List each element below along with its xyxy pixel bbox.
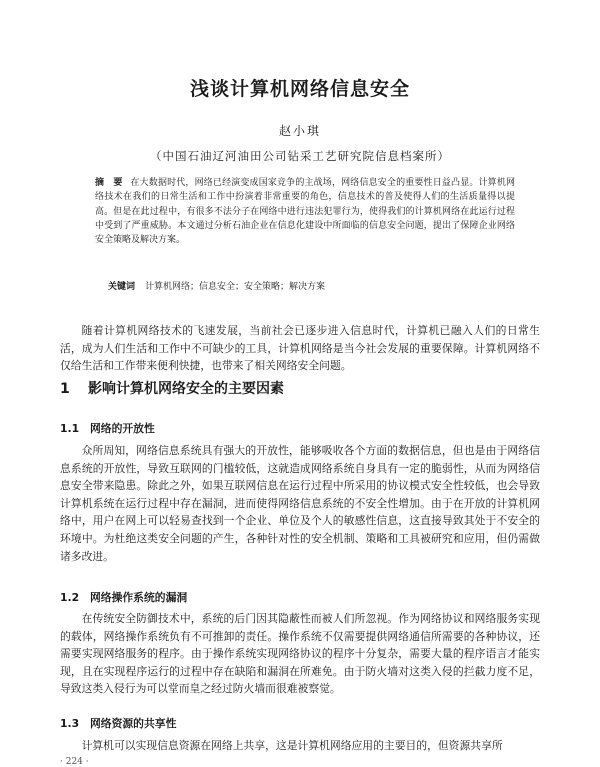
subsection-number: 1.1 <box>60 422 80 435</box>
subsection-paragraph: 在传统安全防御技术中，系统的后门因其隐蔽性而被人们所忽视。作为网络协议和网络服务实现的载体，网络操作系统负有不可推卸的责任。操作系统不仅需要提供网络通信所需要的各种协议，还需要实现网络服务的程序。由于操作系统实现网络协议的程序十分复杂，需要大量的程序语言才能实现，且在实现程序运行的过程中存在缺陷和漏洞在所难免。由于防火墙对这类入侵的拦截力度不足，导致这类入侵行为可以堂而皇之经过防火墙而很难被察觉。 <box>60 612 540 696</box>
author-name: 赵小琪 <box>278 124 321 138</box>
subsection-heading <box>60 590 187 605</box>
abstract-label: 摘 要 <box>95 178 123 188</box>
subsection-title: 网络资源的共享性 <box>90 717 177 730</box>
subsection-title: 网络操作系统的漏洞 <box>90 591 188 604</box>
keywords-text: 计算机网络；信息安全；安全策略；解决方案 <box>145 282 326 292</box>
abstract-text: 在大数据时代，网络已经演变成国家竞争的主战场，网络信息安全的重要性日益凸显。计算机网络技术在我们的日常生活和工作中扮演着非常重要的角色，信息技术的普及使得人们的生活质量得以提高。但是在此过程中，有很多不法分子在网络中进行违法犯罪行为，使得我们的计算机网络在此运行过程中受到了严重威胁。本文通过分析石油企业在信息化建设中所面临的信息安全问题，提出了保障企业网络安全策略及解决方案。 <box>95 178 515 246</box>
section-title: 影响计算机网络安全的主要因素 <box>88 381 284 397</box>
subsection-heading <box>60 421 155 436</box>
paper-title: 浅谈计算机网络信息安全 <box>189 78 410 100</box>
subsection-paragraph: 计算机可以实现信息资源在网络上共享，这是计算机网络应用的主要目的，但资源共享所 <box>81 739 503 752</box>
subsection-title: 网络的开放性 <box>90 422 155 435</box>
subsection-heading <box>60 716 176 731</box>
section-heading <box>60 378 284 398</box>
subsection-number: 1.2 <box>60 591 80 604</box>
abstract <box>95 176 515 247</box>
subsection-paragraph: 众所周知，网络信息系统具有强大的开放性，能够吸收各个方面的数据信息，但也是由于网络信息系统的开放性，导致互联网的门槛较低，这就造成网络系统自身具有一定的脆弱性，从而为网络信息安全带来隐患。除此之外，如果互联网信息在运行过程中所采用的协议模式安全性较低，也会导致计算机系统在运行过程中存在漏洞，进而使得网络信息系统的不安全性增加。由于在开放的计算机网络中，用户在网上可以轻易查找到一个企业、单位及个人的敏感性信息，这直接导致其处于不安全的环境中。为杜绝这类安全问题的产生，各种针对性的安全机制、策略和工具被研究和应用，但仍需做诸多改进。 <box>60 444 540 563</box>
page-number: · 224 · <box>60 757 89 767</box>
intro-paragraph: 随着计算机网络技术的飞速发展，当前社会已逐步进入信息时代，计算机已融入人们的日常生活，成为人们生活和工作中不可缺少的工具，计算机网络是当今社会发展的重要保障。计算机网络不仅给生活和工作带来便利快捷，也带来了相关网络安全问题。 <box>60 324 540 373</box>
keywords <box>108 279 528 292</box>
section-number: 1 <box>60 381 70 397</box>
subsection-number: 1.3 <box>60 717 80 730</box>
author-affiliation: （中国石油辽河油田公司钻采工艺研究院信息档案所） <box>150 149 450 163</box>
keywords-label: 关键词 <box>108 282 136 292</box>
